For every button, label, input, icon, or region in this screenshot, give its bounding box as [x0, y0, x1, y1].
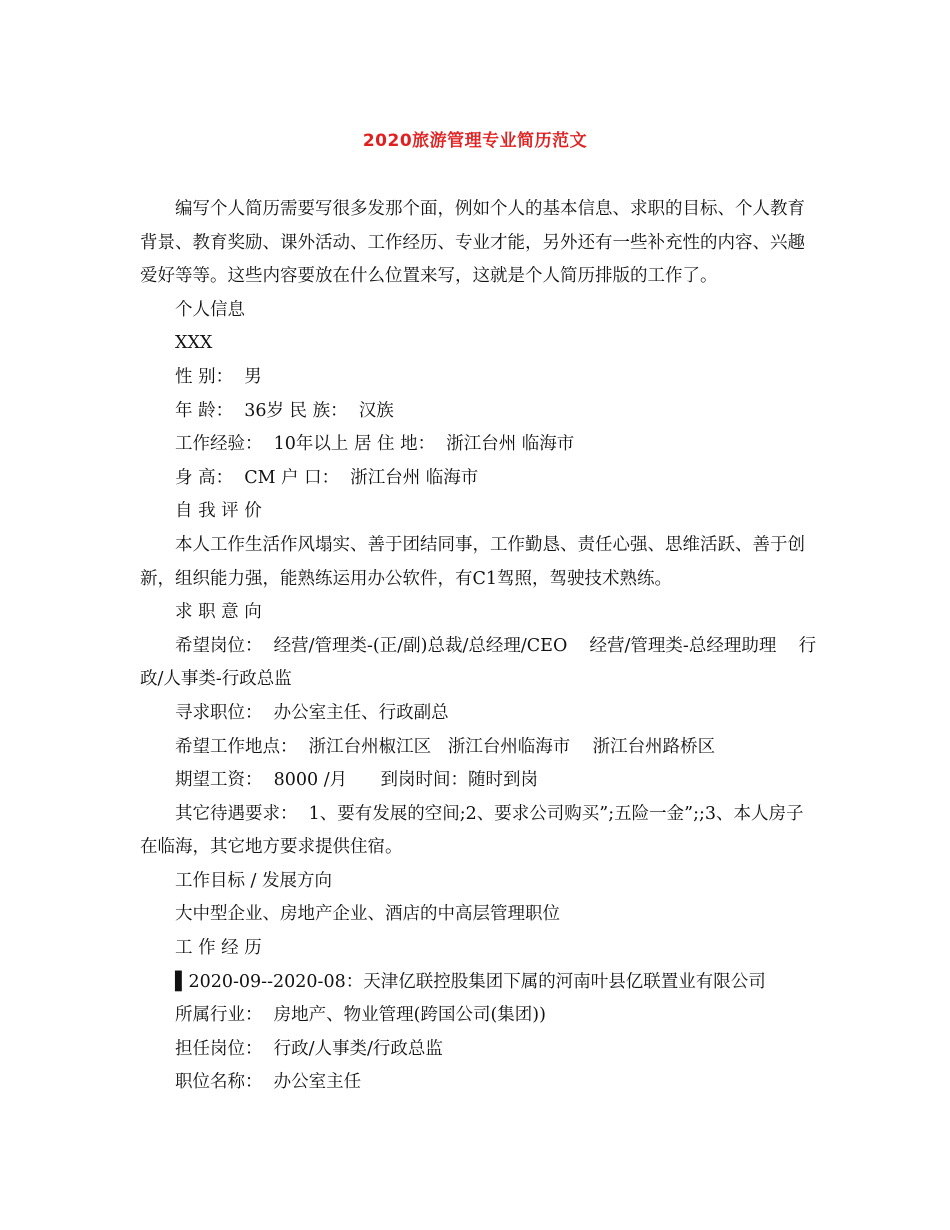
desired-location-line: 希望工作地点： 浙江台州椒江区 浙江台州临海市 浙江台州路桥区: [175, 736, 716, 757]
height-hukou-line: 身 高： CM 户 口： 浙江台州 临海市: [175, 467, 479, 488]
name-line: XXX: [175, 333, 213, 354]
section-heading-personal-info: 个人信息: [175, 299, 245, 320]
expected-salary-line: 期望工资： 8000 /月 到岗时间：随时到岗: [175, 770, 538, 791]
self-evaluation-paragraph: 本人工作生活作风塌实、善于团结同事，工作勤恳、责任心强、思维活跃、善于创新，组织能力强，能熟练运用办公软件，有C1驾照，驾驶技术熟练。: [140, 534, 805, 589]
career-goal-line: 大中型企业、房地产企业、酒店的中高层管理职位: [175, 904, 560, 925]
section-heading-self-evaluation: 自 我 评 价: [175, 501, 262, 522]
other-benefits-paragraph: 其它待遇要求： 1、要有发展的空间;2、要求公司购买”;五险一金”;;3、本人房子在临海，其它地方要求提供住宿。: [140, 803, 804, 858]
document-body: [140, 193, 820, 1100]
seeking-position-line: 寻求职位： 办公室主任、行政副总: [175, 702, 449, 723]
section-heading-career-goal: 工作目标 / 发展方向: [175, 870, 333, 891]
role-line: 担任岗位： 行政/人事类/行政总监: [175, 1038, 443, 1059]
age-ethnicity-line: 年 龄： 36岁 民 族： 汉族: [175, 400, 394, 421]
section-heading-job-intention: 求 职 意 向: [175, 602, 262, 623]
job-title-line: 职位名称： 办公室主任: [175, 1072, 362, 1093]
work-experience-entry: ▌2020-09--2020-08：天津亿联控股集团下属的河南叶县亿联置业有限公司: [175, 971, 766, 992]
experience-residence-line: 工作经验： 10年以上 居 住 地： 浙江台州 临海市: [175, 434, 575, 455]
desired-positions-line: 希望岗位： 经营/管理类-(正/副)总裁/总经理/CEO 经营/管理类-总经理助理 行政/人事类-行政总监: [140, 635, 817, 690]
gender-line: 性 别： 男: [175, 366, 262, 387]
document-title: 2020旅游管理专业简历范文: [362, 131, 588, 151]
industry-line: 所属行业： 房地产、物业管理(跨国公司(集团)): [175, 1005, 546, 1026]
section-heading-work-experience: 工 作 经 历: [175, 938, 262, 959]
intro-paragraph: 编写个人简历需要写很多发那个面，例如个人的基本信息、求职的目标、个人教育背景、教育奖励、课外活动、工作经历、专业才能，另外还有一些补充性的内容、兴趣爱好等等。这些内容要放在什么位置来写，这就是个人简历排版的工作了。: [140, 199, 805, 287]
